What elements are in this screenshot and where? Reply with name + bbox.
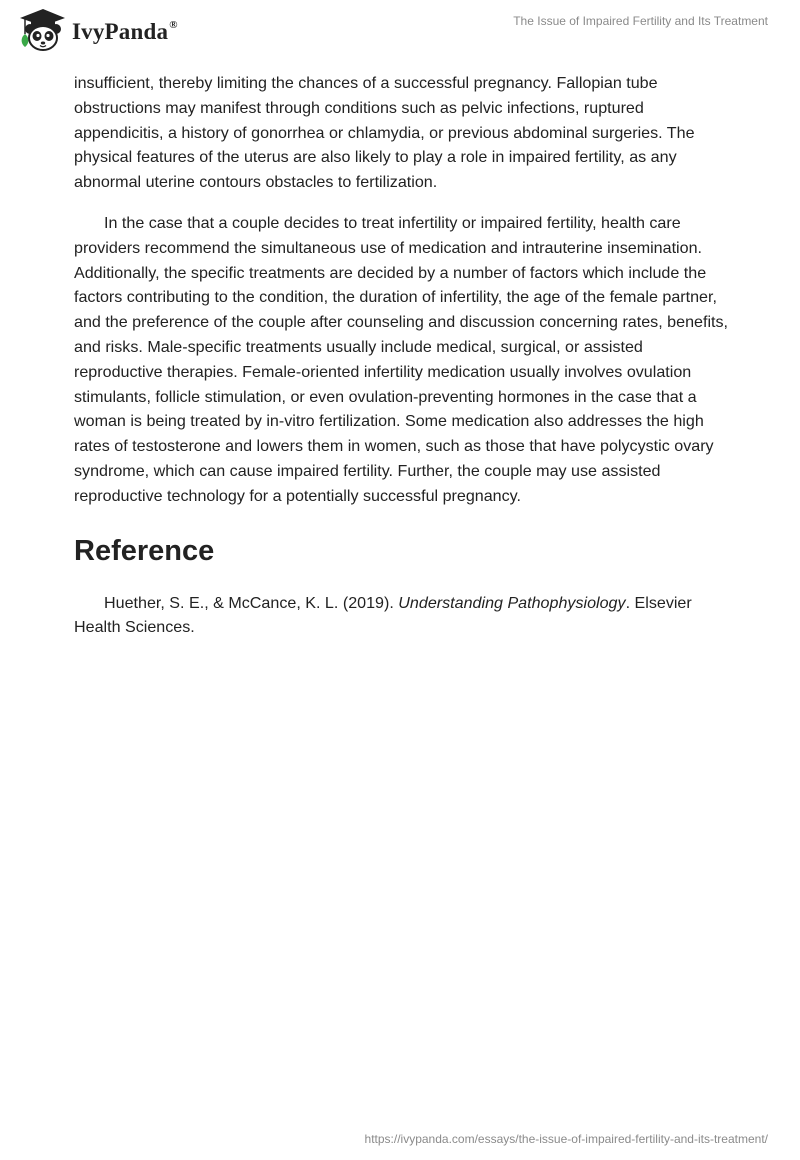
citation-authors: Huether, S. E., & McCance, K. L. (2019). — [104, 593, 399, 612]
reference-heading: Reference — [74, 534, 215, 567]
ivypanda-logo[interactable] — [16, 7, 178, 51]
citation-book-title: Understanding Pathophysiology — [398, 593, 626, 612]
panda-graduate-icon — [16, 7, 66, 51]
page-header — [0, 0, 800, 64]
document-title: The Issue of Impaired Fertility and Its Treatment — [513, 14, 768, 28]
brand-name: IvyPanda® — [72, 19, 178, 44]
body-paragraph: In the case that a couple decides to treat infertility or impaired fertility, health care providers recommend the simultaneous use of medication and intrauterine insemination. Additionally, the specific treatments are decided by a number of factors which include the factors contributing to the condition, the duration of infertility, the age of the female partner, and the preference of the couple after counseling and discussion concerning rates, benefits, and risks. Male-specific treatments usually include medical, surgical, or assisted reproductive therapies. Female-oriented infertility medication usually involves ovulation stimulants, follicle stimulation, or even ovulation-preventing hormones in the case that a woman is being treated by in-vitro fertilization. Some medication also addresses the high rates of testosterone and lowers them in women, such as those that have polycystic ovary syndrome, which can cause impaired fertility. Further, the couple may use assisted reproductive technology for a potentially successful pregnancy. — [74, 213, 729, 505]
footer-url-link[interactable]: https://ivypanda.com/essays/the-issue-of-impaired-fertility-and-its-treatment/ — [364, 1132, 768, 1146]
citation-publisher: . Elsevier Health Sciences. — [74, 593, 692, 637]
essay-content — [74, 71, 729, 640]
body-paragraph: insufficient, thereby limiting the chances of a successful pregnancy. Fallopian tube obstructions may manifest through conditions such as pelvic infections, ruptured appendicitis, a history of gonorrhea or chlamydia, or previous abdominal surgeries. The physical features of the uterus are also likely to play a role in impaired fertility, as any abnormal uterine contours obstacles to fertilization. — [74, 74, 695, 192]
reference-citation — [74, 591, 729, 641]
